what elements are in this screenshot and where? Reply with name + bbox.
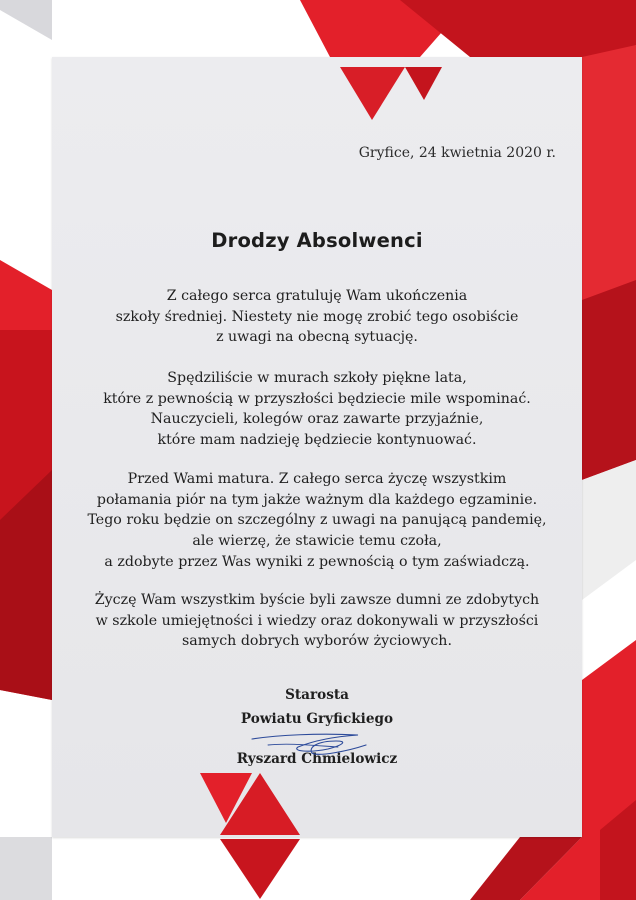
signature-name: Ryszard Chmielowicz bbox=[236, 751, 398, 767]
letter-date: Gryfice, 24 kwietnia 2020 r. bbox=[358, 145, 556, 161]
paragraph-3 bbox=[52, 469, 582, 573]
bottom-triangles-ornament bbox=[200, 773, 320, 899]
paragraph-line: połamania piór na tym jakże ważnym dla każdego egzaminie. bbox=[96, 491, 538, 508]
paragraph-1 bbox=[52, 286, 582, 348]
letter-card bbox=[52, 57, 582, 837]
paragraph-line: a zdobyte przez Was wyniki z pewnością o tym zaświadczą. bbox=[104, 553, 530, 570]
paragraph-line: ale wierzę, że stawicie temu czoła, bbox=[192, 533, 442, 550]
paragraph-line: Tego roku będzie on szczególny z uwagi na panującą pandemię, bbox=[87, 512, 547, 529]
handwritten-signature bbox=[248, 725, 378, 759]
paragraph-line: szkoły średniej. Niestety nie mogę zrobić tego osobiście bbox=[115, 308, 519, 325]
signature-role: Starosta bbox=[285, 687, 349, 703]
paragraph-line: Spędziliście w murach szkoły piękne lata, bbox=[167, 370, 467, 386]
paragraph-4 bbox=[52, 590, 582, 652]
paragraph-line: Nauczycieli, kolegów oraz zawarte przyjaźnie, bbox=[150, 411, 484, 428]
paragraph-line: Z całego serca gratuluję Wam ukończenia bbox=[166, 288, 468, 304]
paragraph-line: z uwagi na obecną sytuację. bbox=[216, 329, 418, 346]
paragraph-line: w szkole umiejętności i wiedzy oraz dokonywali w przyszłości bbox=[95, 612, 539, 629]
top-triangles-ornament bbox=[332, 0, 462, 130]
paragraph-line: samych dobrych wyborów życiowych. bbox=[182, 633, 452, 650]
paragraph-line: Przed Wami matura. Z całego serca życzę wszystkim bbox=[127, 471, 507, 487]
paragraph-line: które z pewnością w przyszłości będziecie mile wspominać. bbox=[103, 390, 531, 407]
paragraph-2 bbox=[52, 368, 582, 451]
signature-office: Powiatu Gryfickiego bbox=[240, 711, 394, 727]
letter-title: Drodzy Absolwenci bbox=[211, 229, 423, 252]
paragraph-line: które mam nadzieję będziecie kontynuować. bbox=[157, 432, 477, 449]
paragraph-line: Życzę Wam wszystkim byście byli zawsze dumni ze zdobytych bbox=[94, 592, 540, 608]
